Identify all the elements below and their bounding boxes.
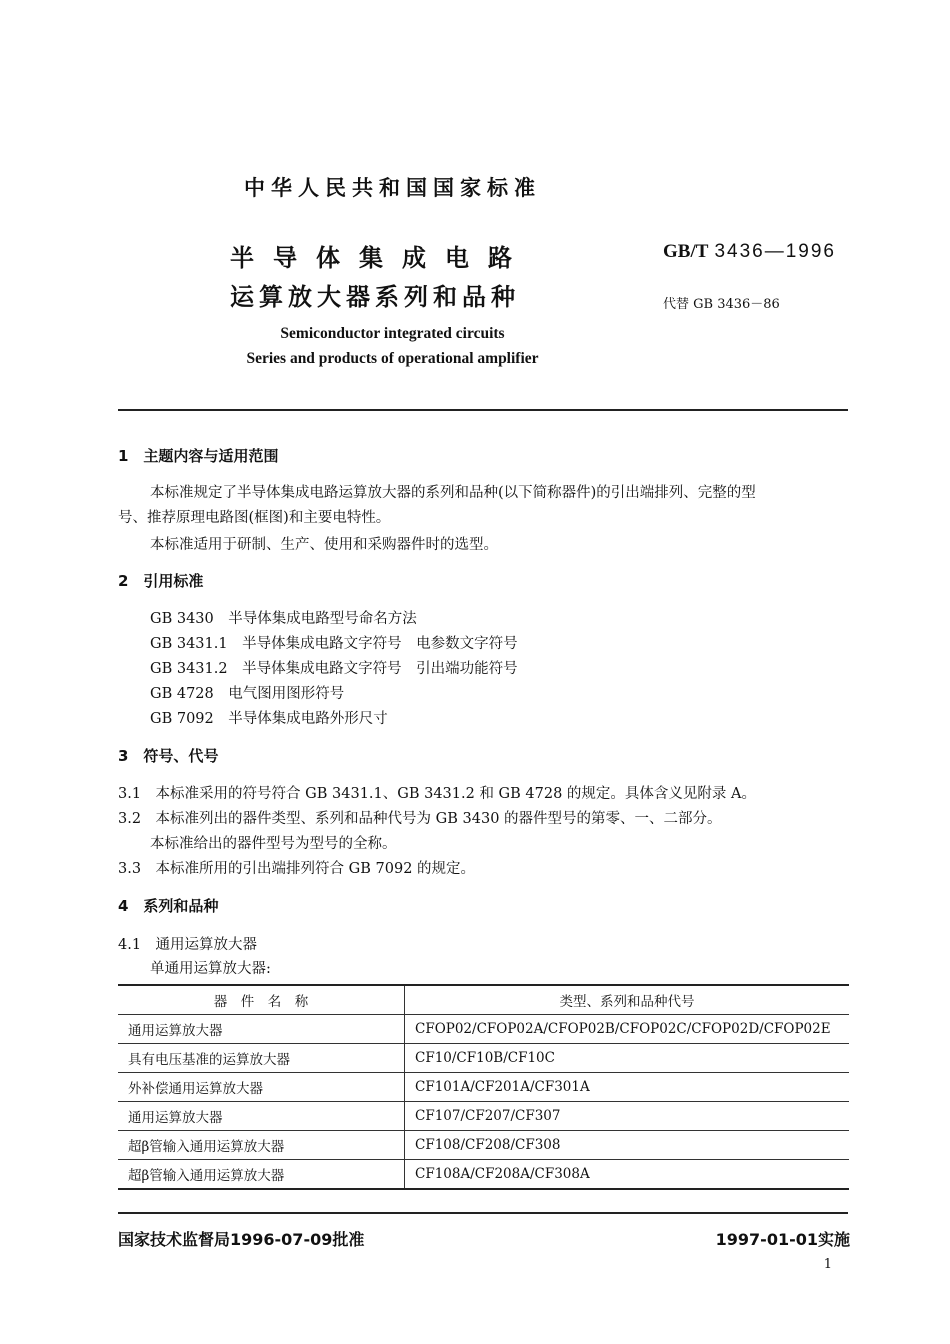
table-row <box>118 1044 849 1073</box>
code-prefix: GB/T <box>663 241 709 262</box>
paragraph: 号、推荐原理电路图(框图)和主要电特性。 <box>118 510 391 526</box>
title-line-1: 半导体集成电路 <box>230 244 531 272</box>
cell: CF108A/CF208A/CF308A <box>405 1160 850 1190</box>
code-number: 3436—1996 <box>714 241 836 262</box>
cell: 超β管输入通用运算放大器 <box>118 1160 405 1190</box>
subsection-heading: 4.1 通用运算放大器 <box>118 937 258 953</box>
table-row <box>118 1015 849 1044</box>
cell: CFOP02/CFOP02A/CFOP02B/CFOP02C/CFOP02D/CFOP02E <box>405 1015 850 1044</box>
header-cell: 类型、系列和品种代号 <box>405 985 850 1015</box>
reference-item: GB 3430 半导体集成电路型号命名方法 <box>150 611 417 627</box>
paragraph: 本标准适用于研制、生产、使用和采购器件时的选型。 <box>150 537 498 553</box>
cell: CF10/CF10B/CF10C <box>405 1044 850 1073</box>
table-row <box>118 1160 849 1190</box>
cell: 通用运算放大器 <box>118 1015 405 1044</box>
table-row <box>118 1102 849 1131</box>
section-1-heading: 1 主题内容与适用范围 <box>118 447 279 465</box>
page-number: 1 <box>823 1257 832 1272</box>
section-4-heading: 4 系列和品种 <box>118 897 219 915</box>
clause: 3.1 本标准采用的符号符合 GB 3431.1、GB 3431.2 和 GB 4728 的规定。具体含义见附录 A。 <box>118 786 756 802</box>
english-title-2: Series and products of operational amplifier <box>246 350 539 367</box>
table-row <box>118 1073 849 1102</box>
reference-item: GB 4728 电气图用图形符号 <box>150 686 345 702</box>
english-title-1: Semiconductor integrated circuits <box>280 325 505 342</box>
table-caption: 单通用运算放大器: <box>150 961 271 977</box>
cell: CF101A/CF201A/CF301A <box>405 1073 850 1102</box>
reference-item: GB 7092 半导体集成电路外形尺寸 <box>150 711 388 727</box>
paragraph: 本标准规定了半导体集成电路运算放大器的系列和品种(以下简称器件)的引出端排列、完整的型 <box>150 485 756 501</box>
header-cell: 器 件 名 称 <box>118 985 405 1015</box>
cell: 通用运算放大器 <box>118 1102 405 1131</box>
cell: CF107/CF207/CF307 <box>405 1102 850 1131</box>
clause: 3.2 本标准列出的器件类型、系列和品种代号为 GB 3430 的器件型号的第零、一、二部分。 <box>118 811 722 827</box>
approval-date: 国家技术监督局1996-07-09批准 <box>118 1230 365 1249</box>
replaces-note: 代替 GB 3436－86 <box>663 297 780 312</box>
section-3-heading: 3 符号、代号 <box>118 747 219 765</box>
clause: 3.3 本标准所用的引出端排列符合 GB 7092 的规定。 <box>118 861 476 877</box>
series-table <box>118 984 849 1190</box>
standard-code <box>663 240 836 263</box>
section-2-heading: 2 引用标准 <box>118 572 204 590</box>
cell: 超β管输入通用运算放大器 <box>118 1131 405 1160</box>
reference-item: GB 3431.1 半导体集成电路文字符号 电参数文字符号 <box>150 636 518 652</box>
header-rule <box>118 409 848 411</box>
table-header-row <box>118 985 849 1015</box>
standard-name: 中华人民共和国国家标准 <box>244 176 541 200</box>
footer-rule <box>118 1212 848 1214</box>
table-row <box>118 1131 849 1160</box>
clause: 本标准给出的器件型号为型号的全称。 <box>150 836 397 852</box>
reference-item: GB 3431.2 半导体集成电路文字符号 引出端功能符号 <box>150 661 518 677</box>
title-line-2: 运算放大器系列和品种 <box>230 283 520 311</box>
cell: 具有电压基准的运算放大器 <box>118 1044 405 1073</box>
cell: CF108/CF208/CF308 <box>405 1131 850 1160</box>
cell: 外补偿通用运算放大器 <box>118 1073 405 1102</box>
effective-date: 1997-01-01实施 <box>715 1230 850 1249</box>
